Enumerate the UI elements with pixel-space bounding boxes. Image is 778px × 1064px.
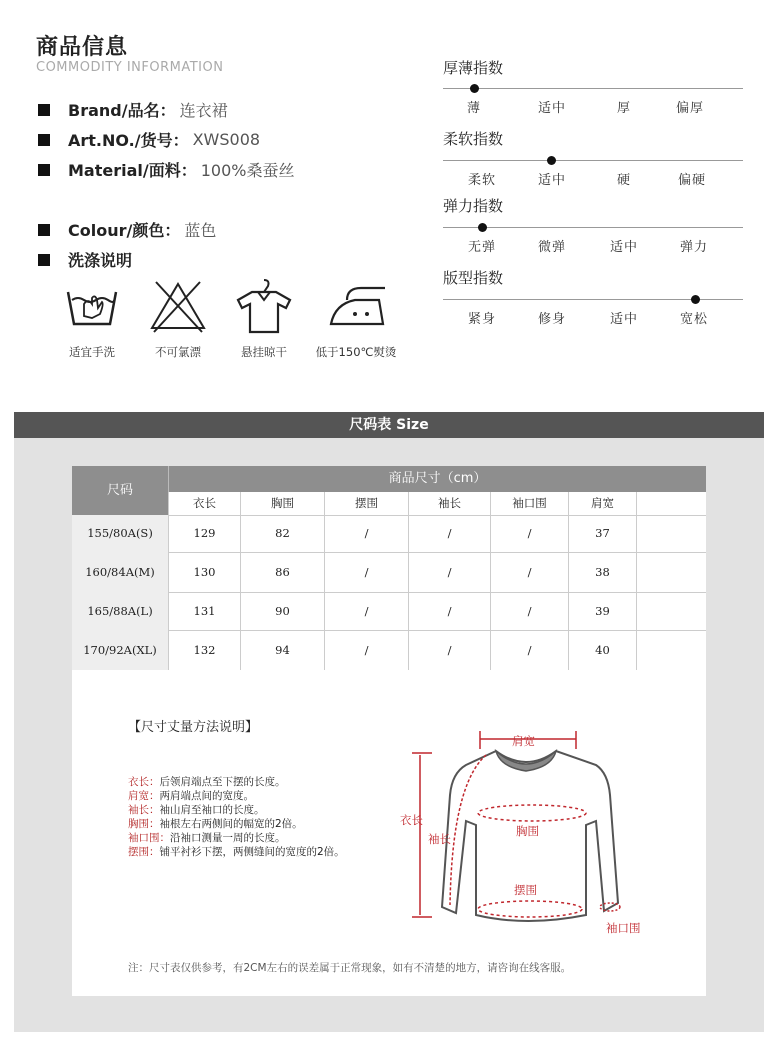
table-cell: 94 [240, 630, 324, 670]
index-fit-marker [691, 295, 700, 304]
index-option: 适中 [537, 101, 566, 116]
column-header [636, 492, 706, 515]
table-cell: 40 [568, 630, 636, 670]
table-cell: / [324, 592, 408, 630]
care-no-bleach: 不可氯漂 [140, 278, 216, 360]
measure-line: 袖长：袖山肩至袖口的长度。 [128, 804, 265, 816]
size-cell: 170/92A(XL) [72, 630, 168, 670]
index-option: 适中 [609, 240, 638, 255]
iron-low-icon [321, 278, 391, 334]
size-cell: 165/88A(L) [72, 592, 168, 630]
index-softness-line [443, 160, 743, 161]
size-cell: 155/80A(S) [72, 515, 168, 552]
index-thickness-line [443, 88, 743, 89]
index-thickness-marker [470, 84, 479, 93]
index-option: 硬 [616, 173, 631, 188]
index-option: 适中 [537, 173, 566, 188]
measure-line: 袖口围：沿袖口测量一周的长度。 [128, 832, 286, 844]
label-sleeve: 袖长 [428, 832, 451, 846]
info-art-no: Art.NO./货号： XWS008 [38, 128, 260, 151]
table-cell: 86 [240, 552, 324, 592]
index-option: 弹力 [679, 240, 708, 255]
column-header: 肩宽 [568, 492, 636, 515]
table-cell: / [408, 552, 490, 592]
table-cell: / [490, 592, 568, 630]
index-option: 薄 [466, 101, 481, 116]
info-wash: 洗涤说明 [38, 248, 132, 271]
measure-line: 胸围：袖根左右两侧间的幅宽的2倍。 [128, 818, 303, 830]
table-cell: / [490, 515, 568, 552]
index-softness-marker [547, 156, 556, 165]
bullet-icon [38, 224, 50, 236]
index-elasticity-title: 弹力指数 [443, 197, 504, 215]
table-cell [636, 592, 706, 630]
no-bleach-icon [148, 278, 208, 334]
column-header: 袖长 [408, 492, 490, 515]
index-option: 修身 [537, 312, 566, 327]
info-material: Material/面料： 100%桑蚕丝 [38, 158, 294, 181]
index-option: 宽松 [679, 312, 708, 327]
label-hem: 摆围 [514, 883, 537, 897]
care-iron: 低于150℃熨烫 [306, 278, 406, 360]
index-fit-title: 版型指数 [443, 269, 504, 287]
size-banner: 尺码表 Size [14, 412, 764, 438]
page-title: 商品信息 [36, 35, 129, 60]
label-shoulder: 肩宽 [512, 734, 535, 748]
index-elasticity-marker [478, 223, 487, 232]
index-option: 微弹 [537, 240, 566, 255]
hang-dry-icon [234, 278, 294, 334]
table-cell: / [408, 630, 490, 670]
measure-line: 衣长：后领肩端点至下摆的长度。 [128, 776, 286, 788]
table-cell [636, 552, 706, 592]
bullet-icon [38, 164, 50, 176]
index-option: 适中 [609, 312, 638, 327]
page-subtitle: COMMODITY INFORMATION [36, 60, 224, 75]
table-cell [636, 630, 706, 670]
table-cell: / [408, 515, 490, 552]
index-option: 柔软 [467, 173, 496, 188]
index-option: 无弹 [467, 240, 496, 255]
table-cell: / [324, 630, 408, 670]
index-option: 厚 [616, 101, 631, 116]
table-cell: 37 [568, 515, 636, 552]
measurement-group-header: 商品尺寸（cm） [168, 466, 706, 492]
table-cell: 132 [168, 630, 240, 670]
care-hand-wash: 适宜手洗 [54, 278, 130, 360]
label-length: 衣长 [400, 813, 423, 827]
size-column-header: 尺码 [72, 466, 168, 515]
column-header: 袖口围 [490, 492, 568, 515]
table-cell: 90 [240, 592, 324, 630]
table-cell: / [324, 552, 408, 592]
index-option: 偏厚 [675, 101, 704, 116]
table-cell: / [490, 552, 568, 592]
column-header: 摆围 [324, 492, 408, 515]
info-colour: Colour/颜色： 蓝色 [38, 218, 216, 241]
index-thickness-title: 厚薄指数 [443, 59, 504, 77]
bullet-icon [38, 104, 50, 116]
measure-line: 肩宽：两肩端点间的宽度。 [128, 790, 254, 802]
table-cell: / [408, 592, 490, 630]
measure-title: 【尺寸丈量方法说明】 [128, 720, 259, 735]
measure-line: 摆围：铺平衬衫下摆，两侧缝间的宽度的2倍。 [128, 846, 345, 858]
size-cell: 160/84A(M) [72, 552, 168, 592]
index-option: 偏硬 [677, 173, 706, 188]
index-elasticity-line [443, 227, 743, 228]
hand-wash-icon [62, 278, 122, 334]
label-chest: 胸围 [516, 824, 539, 838]
label-cuff: 袖口围 [606, 921, 641, 935]
table-cell: 38 [568, 552, 636, 592]
table-cell: 82 [240, 515, 324, 552]
table-cell: / [324, 515, 408, 552]
table-cell [636, 515, 706, 552]
column-header: 衣长 [168, 492, 240, 515]
index-option: 紧身 [467, 312, 496, 327]
table-cell: 131 [168, 592, 240, 630]
table-cell: 39 [568, 592, 636, 630]
table-cell: / [490, 630, 568, 670]
column-header: 胸围 [240, 492, 324, 515]
table-cell: 129 [168, 515, 240, 552]
bullet-icon [38, 134, 50, 146]
info-brand: Brand/品名： 连衣裙 [38, 98, 228, 121]
bullet-icon [38, 254, 50, 266]
table-cell: 130 [168, 552, 240, 592]
care-hang-dry: 悬挂晾干 [226, 278, 302, 360]
index-softness-title: 柔软指数 [443, 130, 504, 148]
footnote: 注：尺寸表仅供参考，有2CM左右的误差属于正常现象，如有不清楚的地方，请咨询在线客服。 [128, 962, 572, 974]
